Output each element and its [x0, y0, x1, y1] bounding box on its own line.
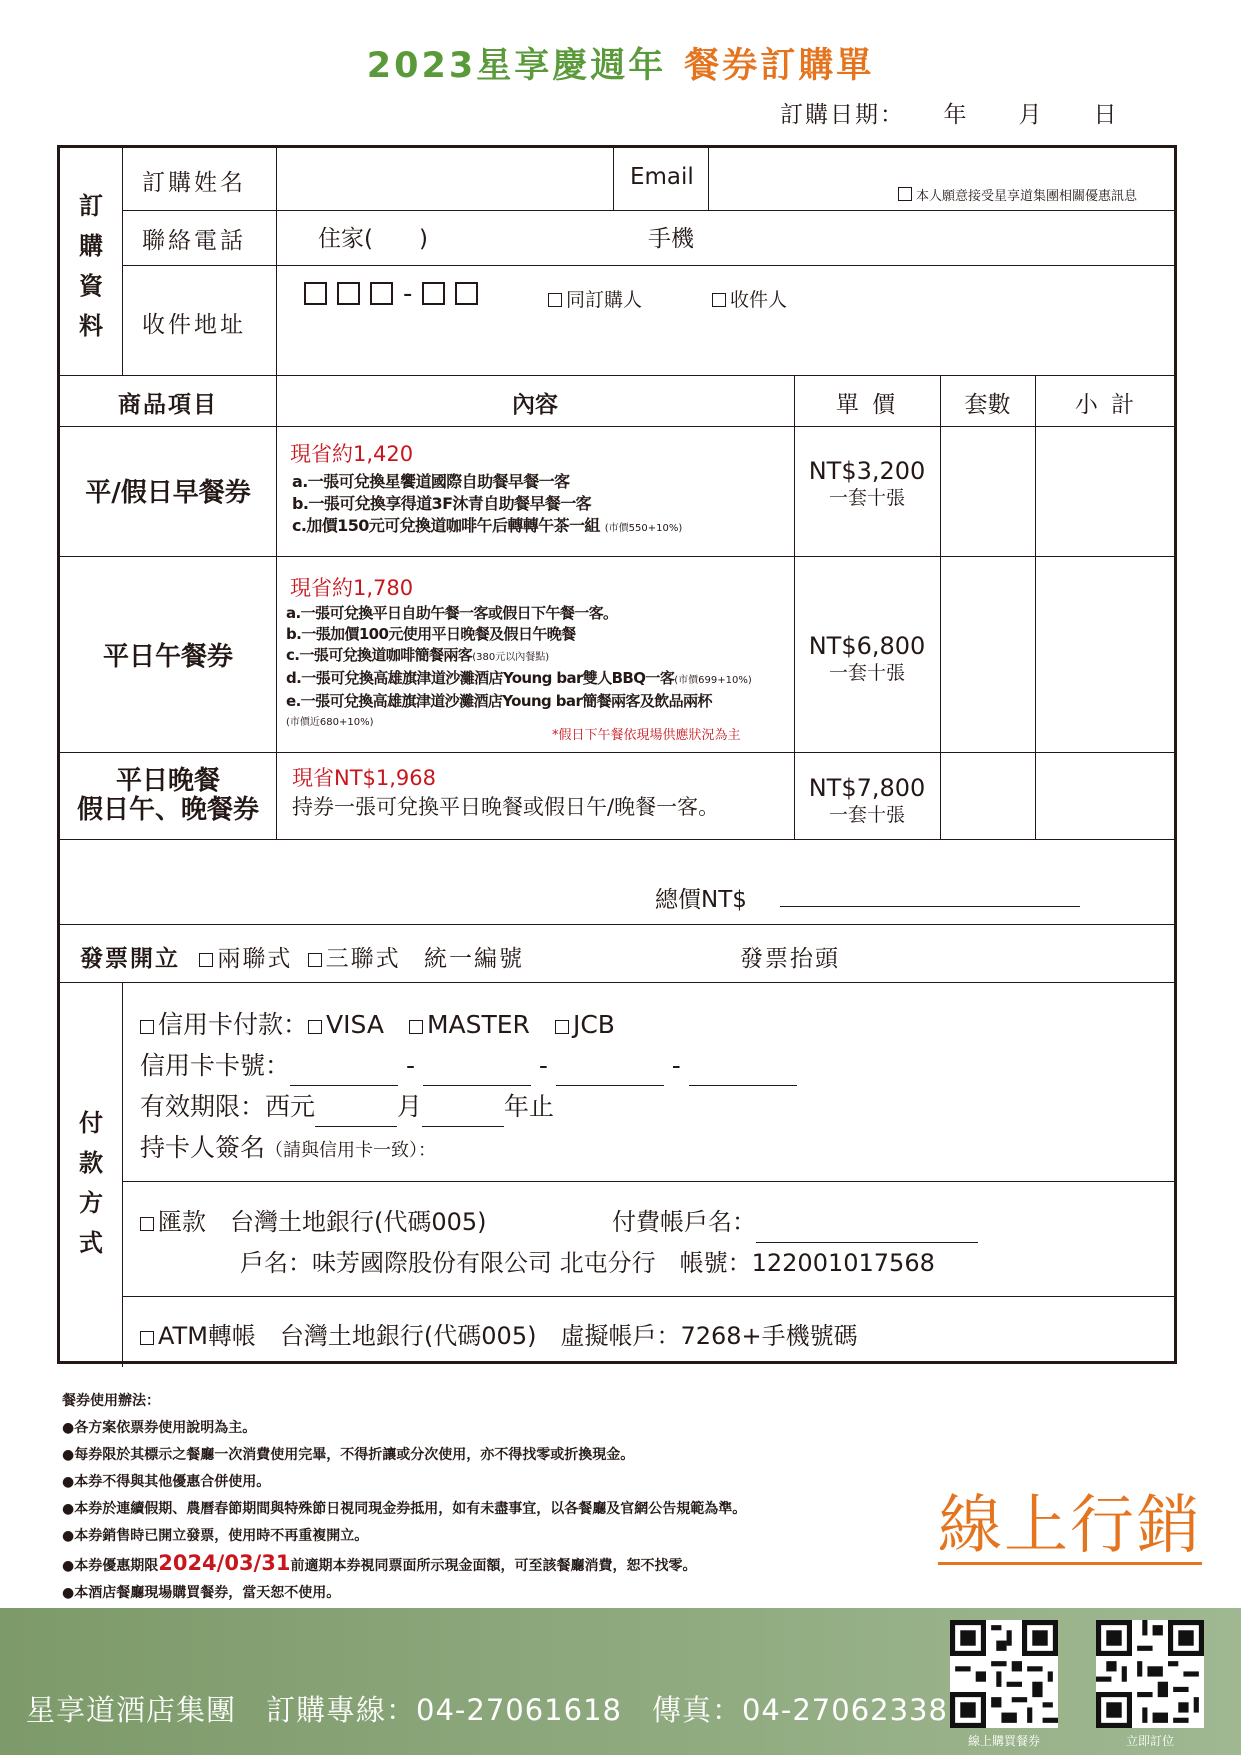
jcb-checkbox[interactable] — [555, 1020, 569, 1034]
consent-box-icon — [898, 187, 912, 201]
total-label: 總價NT$ — [655, 887, 747, 913]
credit-card-block: 信用卡付款： VISA MASTER JCB 信用卡卡號： - - - 有效期限：西元 月 年止 持卡人簽名（請與信用卡一致）： — [140, 1004, 797, 1171]
order-form-table — [57, 145, 1177, 1364]
recipient-checkbox[interactable]: 收件人 — [712, 285, 787, 312]
product-dinner-name: 平日晚餐 假日午、晚餐券 — [76, 766, 259, 825]
dinner-items: 持券一張可兌換平日晚餐或假日午/晚餐一客。 — [292, 795, 720, 819]
checkbox-icon — [548, 293, 562, 307]
email-label: Email — [630, 164, 694, 190]
dinner-price: NT$7,800 一套十張 — [808, 774, 926, 826]
lunch-price: NT$6,800 一套十張 — [808, 632, 926, 684]
credit-checkbox[interactable] — [140, 1020, 154, 1034]
qr-online-purchase[interactable] — [950, 1620, 1058, 1749]
name-field[interactable] — [292, 153, 608, 205]
page-title — [0, 38, 1241, 88]
consent-text: 本人願意接受星享道集團相關優惠訊息 — [916, 189, 1138, 204]
header-sets: 套數 — [964, 392, 1011, 418]
consent-checkbox[interactable] — [898, 185, 1137, 204]
name-label: 訂購姓名 — [142, 170, 246, 196]
atm-transfer: ATM轉帳 台灣土地銀行(代碼005) 虛擬帳戶：7268+手機號碼 — [140, 1316, 858, 1351]
breakfast-saving: 現省約1,420 — [290, 442, 414, 466]
same-as-buyer-checkbox[interactable]: 同訂購人 — [548, 285, 642, 312]
triplicate-checkbox[interactable] — [308, 953, 322, 967]
qr-code-icon — [950, 1620, 1058, 1728]
qr-code-icon — [1096, 1620, 1204, 1728]
invoice-row: 發票開立 兩聯式 三聯式 統一編號 — [80, 946, 524, 972]
breakfast-items: a.一張可兌換星饗道國際自助餐早餐一客 b.一張可兌換享得道3F沐青自助餐早餐一客 c.加價150元可兌換道咖啡午后轉轉午茶一組 (市價550+10%) — [292, 472, 683, 535]
email-field[interactable] — [720, 153, 1160, 183]
dinner-saving: 現省NT$1,968 — [292, 766, 437, 790]
lunch-saving: 現省約1,780 — [290, 576, 414, 600]
total-field[interactable] — [780, 906, 1080, 907]
lunch-items: a.一張可兌換平日自助午餐一客或假日下午餐一客。 b.一張加價100元使用平日晚餐及假日午晚餐 c.一張可兌換道咖啡簡餐兩客(380元以內餐點) d.一張可兌換高雄旗津道沙灘酒店Young bar雙人BBQ一客(市價699+10%) e.一張可兌換高雄旗津道沙灘酒店Young bar簡餐兩客及飲品兩杯 (市價近680+10%) — [286, 604, 752, 728]
product-lunch-name: 平日午餐券 — [102, 642, 233, 672]
visa-checkbox[interactable] — [308, 1020, 322, 1034]
duplicate-checkbox[interactable] — [199, 953, 213, 967]
terms: 餐券使用辦法： ●各方案依票券使用說明為主。 ●每券限於其標示之餐廳一次消費使用完畢，不得折讓或分次使用，亦不得找零或折換現金。 ●本券不得與其他優惠合併使用。 ●本券於連續假期、農曆春節期間與特殊節日視同現金券抵用，如有未盡事宜，以各餐廳及官網公告規範為準。 ●本券銷售時已開立發票，使用時不再重複開立。 ●本券優惠期限2024/03/31前適期本券視同票面所示現金面額，可至該餐廳消費，恕不找零。 ●本酒店餐廳現場購買餐券，當天恕不使用。 — [62, 1393, 747, 1601]
master-checkbox[interactable] — [409, 1020, 423, 1034]
title-anniversary: 2023星享慶週年 — [366, 46, 667, 86]
breakfast-sets-field[interactable] — [940, 438, 1035, 548]
order-info-label: 訂 購 資 料 — [79, 192, 103, 340]
footer-contact: 星享道酒店集團 訂購專線：04-27061618 傳真：04-27062338 — [26, 1693, 948, 1727]
payment-label: 付 款 方 式 — [79, 1109, 103, 1257]
lunch-remark: *假日下午餐依現場供應狀況為主 — [552, 728, 741, 743]
checkbox-icon — [712, 293, 726, 307]
remittance-block: 匯款 台灣土地銀行(代碼005) 戶名：味芳國際股份有限公司 北屯分行 帳號：122001017568 — [140, 1202, 935, 1284]
address-label: 收件地址 — [142, 312, 246, 338]
header-product: 商品項目 — [118, 392, 218, 418]
tax-id-label: 統一編號 — [423, 946, 524, 972]
title-order-form: 餐券訂購單 — [684, 46, 875, 86]
remit-checkbox[interactable] — [140, 1217, 154, 1231]
qr2-caption: 立即訂位 — [1125, 1734, 1174, 1748]
postal-code-boxes[interactable]: - — [304, 279, 488, 309]
qr1-caption: 線上購買餐券 — [967, 1734, 1040, 1748]
home-phone-field[interactable]: 住家( ) — [318, 226, 428, 252]
invoice-label: 發票開立 — [80, 946, 180, 972]
header-subtotal: 小 計 — [1074, 392, 1138, 418]
qr-booking[interactable] — [1096, 1620, 1204, 1749]
atm-checkbox[interactable] — [140, 1331, 154, 1345]
online-marketing-link[interactable]: 線上行銷 — [938, 1489, 1202, 1563]
product-breakfast-name: 平/假日早餐券 — [85, 478, 251, 508]
payer-account[interactable]: 付費帳戶名： — [612, 1202, 978, 1243]
header-content: 內容 — [512, 392, 558, 418]
invoice-title-label: 發票抬頭 — [740, 946, 840, 972]
breakfast-price: NT$3,200 一套十張 — [808, 457, 926, 509]
order-date[interactable]: 訂購日期： 年 月 日 — [780, 102, 1119, 128]
phone-label: 聯絡電話 — [142, 228, 246, 254]
header-unit-price: 單 價 — [835, 392, 899, 418]
mobile-label: 手機 — [648, 226, 694, 252]
